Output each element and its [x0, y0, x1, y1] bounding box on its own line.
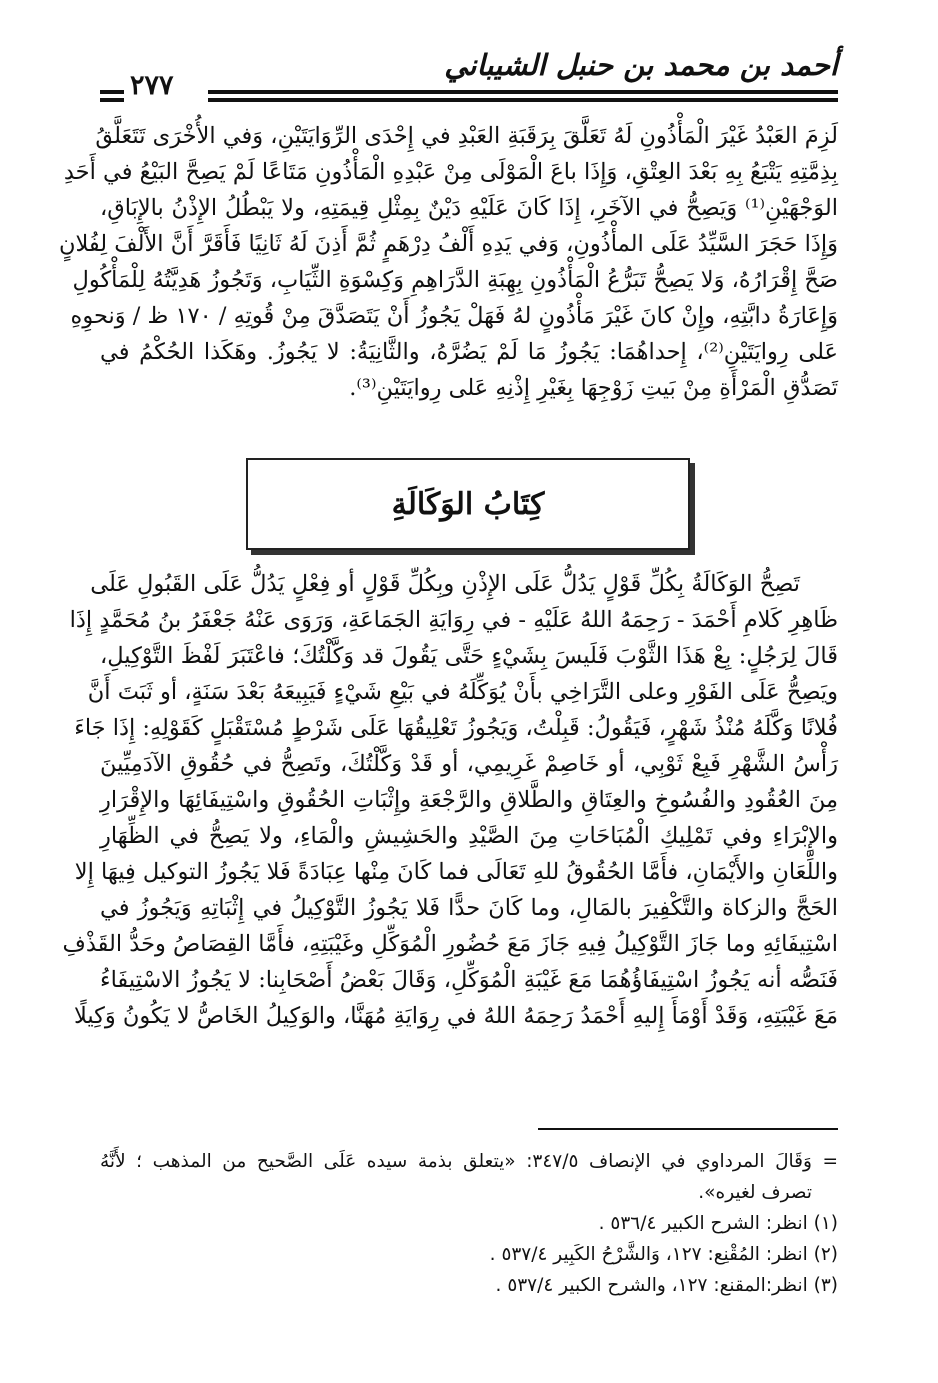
page-header	[100, 40, 838, 110]
footnote-1: (١) انظر: الشرح الكبير ٥٣٦/٤ .	[598, 1213, 838, 1234]
text-line: رَأْسُ الشَّهْرِ فَبِعْ ثَوْبِي، أو خَاصِمْ غَرِيمِي، أو قَدْ وَكَّلْتُكَ، وتَصِحُّ في حُقُوقِ الآدَمِيِّينَ	[100, 751, 838, 777]
text-line: مَعَ غَيْبَتِهِ، وَقَدْ أَوْمَأَ إِليهِ أَحْمَدُ رَحِمَهُ اللهُ في رِوَايَةِ مُهَنَّا، والوَكِيلُ الخَاصُّ لا يَكُونُ وَكِيلًا	[73, 1003, 838, 1029]
text-line: لَزِمَ العَبْدُ غَيْرَ الْمَأْذُونِ لَهُ تَعَلَّقَ بِرَقَبَةِ العَبْدِ في إِحْدَى الرِّوَايَتَيْنِ، وَفي الأُخْرَى تَتَعَلَّقُ	[95, 123, 838, 149]
chapter-heading-box	[246, 458, 690, 550]
header-rule	[208, 90, 838, 94]
text-line: مِنَ العُقُودِ والفُسُوخِ والعِتَاقِ والطَّلاقِ والرَّجْعَةِ وإِثْبَاتِ الحُقُوقِ واسْتِيفَائِهَا والإِقْرَارِ	[100, 787, 838, 813]
text-line: الحَجَّ والزكاة والتَّكْفِيرَ بالمَالِ، وما كَانَ حدًّا فَلا يَجُوزُ التَّوْكِيلُ في إِثْبَاتِهِ وَيَجُوزُ في	[100, 895, 838, 921]
text-line: واللِّعَانِ والأَيْمَانِ، فأَمَّا الحُقُوقُ للهِ تَعَالَى فما كَانَ مِنْها عِبَادَةً فَلا يَجُوزُ التوكيل فِيهَا إِلا	[74, 859, 838, 885]
text-line: فُلانًا وَكَّلَهُ مُنْذُ شَهْرٍ، فَيَقُولُ: قَبِلْتُ، وَيَجُوزُ تَعْلِيقُهَا عَلَى شَرْطٍ مُسْتَقْبَلٍ كَقَوْلِهِ: إِذَا جَاءَ	[74, 715, 838, 741]
text-line: اسْتِيفَائِهِ وما جَازَ التَّوْكِيلُ فِيهِ جَازَ مَعَ حُضُورِ الْمُوَكِّلِ وغَيْبَتِهِ، فأَمَّا القِصَاصُ وحَدُّ القَذْفِ	[62, 931, 838, 957]
header-rule	[100, 98, 124, 102]
text-line: ويَصِحُّ عَلَى الفَوْرِ وعلى التَّرَاخِي بأَنْ يُوَكِّلَهُ في بَيْعِ شَيْءٍ فَيَبِيعَهُ بَعْدَ سَنَةٍ، أو ثَبَتَ أَنَّ	[87, 679, 838, 705]
header-rule	[208, 98, 838, 102]
text-line: عَلى رِوايَتَيْنِ⁽²⁾، إِحداهُمَا: يَجُوزُ مَا لَمْ يَضُرَّهُ، والثَّانِيَةُ: لا يَجُوزُ. وهَكَذا الحُكْمُ في	[100, 339, 838, 365]
text-line: قَالَ لِرَجُلٍ: بِعْ هَذَا الثَّوْبَ فَلَيسَ بِشَيْءٍ حَتَّى يَقُولَ قد وَكَّلْتُكَ؛ فاعْتَبَرَ لَفْظَ التَّوْكِيلِ،	[100, 643, 838, 669]
header-rule	[100, 90, 124, 94]
running-title: أحمد بن محمد بن حنبل الشيباني	[444, 48, 838, 82]
page-number: ٢٧٧	[130, 70, 174, 101]
paragraph-top	[58, 118, 838, 406]
footnote-2: (٢) انظر: المُقْنِع: ١٢٧، وَالشَّرْحُ الكَبِير ٥٣٧/٤ .	[489, 1244, 838, 1265]
footnote-separator	[538, 1128, 838, 1130]
text-line: تَصَدُّقِ الْمَرْأَةِ مِنْ بَيتِ زَوْجِهَا بِغَيْرِ إِذْنِهِ عَلى رِوايَتَيْنِ⁽³⁾.	[349, 375, 838, 401]
text-line: فَنَصُّه أنه يَجُوزُ اسْتِيفَاؤُهُمَا مَعَ غَيْبَةِ الْمُوَكِّلِ، وَقَالَ بَعْضُ أَصْحَابِنا: لا يَجُوزُ الاسْتِيفَاءُ	[100, 967, 838, 993]
text-line: تَصِحُّ الوَكَالَةُ بِكُلِّ قَوْلٍ يَدُلُّ عَلَى الإِذْنِ وبِكُلِّ قَوْلٍ أو فِعْلٍ يَدُلُّ عَلَى القَبُولِ عَلَى	[90, 571, 800, 597]
text-line: والإِبْرَاءِ وفي تَمْلِيكِ الْمُبَاحَاتِ مِنَ الصَّيْدِ والحَشِيشِ والْمَاءِ، ولا يَصِحُّ في الظِّهَارِ	[100, 823, 838, 849]
footnotes	[100, 1146, 838, 1301]
footnote-continuation: = وَقَالَ المرداوي في الإنصاف ٣٤٧/٥: «يتعلق بذمة سيده عَلَى الصَّحيح من المذهب ؛ لأَنَّهُ	[100, 1151, 838, 1172]
paragraph-main	[62, 566, 838, 1034]
text-line: الوَجْهَيْنِ⁽¹⁾ وَيَصِحُّ في الآخَرِ، إِذَا كَانَ عَلَيْهِ دَيْنٌ بِمِثْلِ قِيمَتِهِ، ولا يَبْطُلُ الإِذْنُ بالإِبَاقِ،	[100, 195, 838, 221]
text-line: ظَاهِرِ كَلامِ أَحْمَدَ - رَحِمَهُ اللهُ عَلَيْهِ - في رِوَايَةِ الجَمَاعَةِ، وَرَوَى عَنْهُ جَعْفَرُ بنُ مُحَمَّدٍ إِذَا	[69, 607, 838, 633]
chapter-title: كِتَابُ الوَكَالَةِ	[391, 486, 545, 522]
text-line: وَإِذَا حَجَرَ السَّيِّدُ عَلَى المأْذُونِ، وَفي يَدِهِ أَلْفُ دِرْهَمٍ ثُمَّ أَذِنَ لَهُ ثَانِيًا فَأَقَرَّ أَنَّ الأَلْفَ لِفُلانٍ	[58, 231, 838, 257]
footnote-3: (٣) انظر:المقنع: ١٢٧، والشرح الكبير ٥٣٧/٤ .	[495, 1275, 838, 1296]
text-line: صَحَّ إِقْرَارُهُ، وَلا يَصِحُّ تَبَرُّعُ الْمَأْذُونِ بِهِبَةِ الدَّرَاهِمِ وَكِسْوَةِ الثِّيَابِ، وَتَجُوزُ هَدِيَّتُهُ لِلْمَأْكُولِ	[72, 267, 838, 293]
footnote-continuation: تصرف لغيره».	[698, 1182, 812, 1203]
text-line: بِذِمَّتِهِ يَتْبَعُ بِهِ بَعْدَ العِتْقِ، وَإِذَا باعَ الْمَوْلَى مِنْ عَبْدِهِ الْمَأْذُونِ مَتَاعًا لَمْ يَصِحَّ البَيْعُ في أَحَدِ	[63, 159, 838, 185]
text-line: وَإِعَارَةُ دابَّتِهِ، وإِنْ كانَ غَيْرَ مَأْذُونٍ لهُ فَهَلْ يَجُوزُ أَنْ يَتَصَدَّقَ مِنْ قُوتِهِ / ١٧٠ ظ / وَنحوِهِ	[70, 303, 838, 329]
